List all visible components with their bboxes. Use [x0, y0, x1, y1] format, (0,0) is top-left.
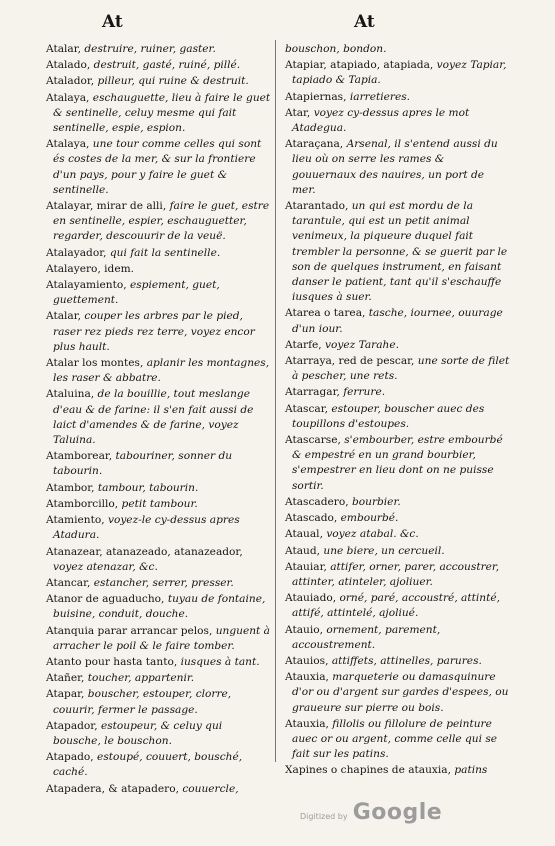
- dictionary-entry: [285, 58, 510, 88]
- entry-definition: fillolis ou fillolure de peinture auec or ou argent, comme celle qui se fait sur les patins.: [292, 717, 498, 761]
- dictionary-entry: [46, 356, 272, 386]
- entry-headword: Atancar,: [46, 576, 91, 589]
- dictionary-entry: [285, 90, 510, 105]
- entry-headword: Atauiar,: [285, 560, 327, 573]
- entry-headword: Atanazear, atanazeado, atanazeador,: [46, 545, 243, 558]
- entry-headword: Atapiar, atapiado, atapiada,: [285, 59, 434, 72]
- entry-headword: Atarraya, red de pescar,: [285, 355, 415, 368]
- dictionary-entry: [285, 106, 510, 136]
- dictionary-entry: [46, 497, 272, 512]
- entry-definition: tabouriner, sonner du tabourin.: [53, 450, 233, 478]
- entry-definition: voyez Tarahe.: [325, 338, 400, 351]
- dictionary-entry: [285, 511, 510, 526]
- entry-headword: Atanquia parar arrancar pelos,: [46, 624, 213, 637]
- dictionary-entry: [285, 527, 510, 542]
- google-watermark: [300, 800, 442, 825]
- entry-definition: estouper, bouscher auec des toupillons d'estoupes.: [292, 402, 485, 430]
- entry-headword: Atalador,: [46, 75, 95, 88]
- entry-headword: Atalayar, mirar de alli,: [46, 200, 167, 213]
- entry-headword: Atascado,: [285, 512, 338, 525]
- running-header-left: At: [102, 12, 123, 32]
- entry-definition: voyez-le cy-dessus apres Atadura.: [53, 514, 240, 542]
- entry-definition: espiement, guet, guettement.: [53, 279, 220, 307]
- entry-headword: Atascadero,: [285, 495, 349, 508]
- dictionary-entry: [46, 91, 272, 137]
- entry-headword: Atalar los montes,: [46, 357, 144, 370]
- entry-definition: une tour comme celles qui sont és costes de la mer, & sur la frontiere d'un pays, pour y faire le guet & sentinelle.: [53, 138, 262, 196]
- dictionary-entry: [46, 309, 272, 355]
- entry-definition: estancher, serrer, presser.: [93, 576, 234, 589]
- left-column: [46, 42, 272, 795]
- dictionary-entry: [46, 137, 272, 198]
- entry-definition: attifer, orner, parer, accoustrer, attinter, atinteler, ajoliuer.: [292, 560, 500, 588]
- dictionary-entry: [46, 58, 272, 73]
- entry-headword: Atalar,: [46, 43, 82, 55]
- entry-headword: Atalayador,: [46, 246, 107, 259]
- entry-headword: Ataraçana,: [285, 138, 344, 151]
- dictionary-entry: [285, 560, 510, 590]
- entry-definition: tasche, iournee, ouurage d'un iour.: [292, 307, 503, 335]
- entry-definition: estoupé, couuert, bousché, caché.: [53, 751, 243, 779]
- right-column: [285, 42, 510, 777]
- entry-definition: voyez atabal. &c.: [326, 528, 419, 541]
- entry-headword: Atarragar,: [285, 386, 340, 399]
- running-header-right: At: [354, 12, 375, 32]
- dictionary-entry: [46, 513, 272, 543]
- entry-headword: Atapado,: [46, 751, 94, 764]
- dictionary-entry: [46, 74, 272, 89]
- dictionary-entry: [285, 763, 510, 778]
- dictionary-entry: [285, 199, 510, 305]
- entry-definition: iarretieres.: [349, 90, 411, 103]
- entry-definition: aplanir les montagnes, les raser & abbatre.: [53, 357, 270, 385]
- entry-headword: Atauio,: [285, 623, 323, 636]
- dictionary-entry: [46, 199, 272, 245]
- dictionary-entry: [285, 137, 510, 198]
- dictionary-entry: [46, 750, 272, 780]
- entry-headword: Atambor,: [46, 481, 95, 494]
- entry-headword: Ataud,: [285, 544, 321, 557]
- entry-definition: pilleur, qui ruine & destruit.: [97, 75, 249, 88]
- entry-headword: Atanto pour hasta tanto,: [46, 655, 178, 668]
- column-divider: [275, 40, 276, 762]
- entry-headword: Atalayamiento,: [46, 279, 127, 292]
- dictionary-entry: [46, 246, 272, 261]
- entry-definition: embourbé.: [340, 512, 399, 525]
- entry-definition: marqueterie ou damasquinure d'or ou d'argent sur gardes d'espees, ou graueure sur pierre ou bois.: [292, 671, 509, 714]
- entry-headword: Atascarse,: [285, 434, 341, 447]
- entry-definition: orné, paré, accoustré, attinté, attifé, attintelé, ajoliué.: [292, 592, 500, 620]
- entry-definition: bourbier.: [351, 495, 401, 508]
- digitized-by-label: Digitized by: [300, 812, 348, 821]
- google-logo-text: Google: [352, 800, 443, 825]
- dictionary-entry: [285, 591, 510, 621]
- entry-headword: Atalayero, idem.: [46, 262, 135, 275]
- entry-headword: Xapines o chapines de atauxia,: [285, 764, 451, 777]
- entry-definition: qui fait la sentinelle.: [109, 246, 221, 259]
- entry-definition: eschauguette, lieu à faire le guet & sentinelle, celuy mesme qui fait sentinelle, espie, espion.: [53, 91, 271, 135]
- entry-headword: Ataual,: [285, 528, 323, 541]
- entry-headword: Atarea o tarea,: [285, 307, 366, 320]
- entry-definition: une biere, un cercueil.: [323, 544, 445, 557]
- entry-headword: Atalaya,: [46, 138, 90, 151]
- dictionary-entry: [46, 278, 272, 308]
- dictionary-entry: [285, 402, 510, 432]
- entry-definition: tambour, tabourin.: [97, 481, 199, 494]
- dictionary-entry: [46, 687, 272, 717]
- entry-headword: Atalar,: [46, 310, 82, 323]
- entry-definition: bouschon, bondon.: [285, 43, 387, 55]
- dictionary-entry: [285, 338, 510, 353]
- entry-headword: Atamiento,: [46, 514, 105, 527]
- entry-definition: de la bouillie, tout meslange d'eau & de farine: il s'en fait aussi de laict d'amendes & de farine, voyez Taluina.: [53, 388, 254, 447]
- entry-definition: un qui est mordu de la tarantule, qui est un petit animal venimeux, la piqueure duquel fait trembler la personne, & se guerit par le son de quelques instrument, en faisant danser le patient, tant qu'il s'eschauffe iusques à suer.: [292, 200, 508, 304]
- dictionary-entry: [46, 481, 272, 496]
- dictionary-entry: [285, 433, 510, 494]
- entry-headword: Atamborcillo,: [46, 497, 119, 510]
- entry-headword: Atar,: [285, 106, 311, 119]
- entry-headword: Atalaya,: [46, 91, 90, 104]
- entry-definition: bouscher, estouper, clorre, couurir, fermer le passage.: [53, 688, 232, 716]
- entry-definition: toucher, appartenir.: [87, 672, 195, 685]
- entry-headword: Atañer,: [46, 672, 85, 685]
- dictionary-entry: [46, 782, 272, 797]
- entry-definition: Arsenal, il s'entend aussi du lieu où on serre les rames & gouuernaux des nauires, un port de mer.: [292, 138, 498, 196]
- dictionary-entry: [285, 670, 510, 716]
- entry-headword: Atauios,: [285, 654, 329, 667]
- entry-headword: Atanor de aguaducho,: [46, 593, 165, 606]
- entry-definition: petit tambour.: [121, 497, 198, 510]
- dictionary-entry: [46, 671, 272, 686]
- entry-definition: voyez atenazar, &c.: [53, 560, 158, 573]
- entry-definition: ferrure.: [343, 386, 386, 399]
- entry-definition: faire le guet, estre en sentinelle, espier, eschauguetter, regarder, descouurir de la veuë.: [53, 200, 270, 243]
- entry-definition: voyez cy-dessus apres le mot Atadegua.: [292, 106, 470, 135]
- entry-definition: estoupeur, & celuy qui bousche, le bouschon.: [53, 719, 223, 747]
- dictionary-entry: [46, 387, 272, 448]
- dictionary-entry: [46, 719, 272, 749]
- entry-definition: couper les arbres par le pied, raser rez pieds rez terre, voyez encor plus hault.: [53, 310, 255, 353]
- entry-definition: tuyau de fontaine, buisine, conduit, douche.: [53, 593, 266, 621]
- dictionary-entry: [285, 354, 510, 384]
- entry-definition: patins: [454, 764, 488, 777]
- dictionary-entry: [285, 544, 510, 559]
- dictionary-entry: [285, 42, 510, 57]
- entry-headword: Atamborear,: [46, 450, 113, 463]
- dictionary-entry: [285, 495, 510, 510]
- entry-headword: Atascar,: [285, 402, 328, 415]
- entry-headword: Atalado,: [46, 59, 91, 72]
- entry-headword: Atapadera, & atapadero,: [46, 782, 179, 795]
- dictionary-entry: [46, 545, 272, 575]
- entry-headword: Atarfe,: [285, 338, 322, 351]
- dictionary-entry: [285, 306, 510, 336]
- dictionary-entry: [46, 262, 272, 277]
- entry-definition: unguent à arracher le poil & le faire tomber.: [53, 624, 271, 652]
- entry-definition: s'embourber, estre embourbé & empestré en un grand bourbier, s'empestrer en lieu dont on ne puisse sortir.: [292, 434, 503, 492]
- entry-headword: Atauiado,: [285, 592, 337, 605]
- entry-definition: attiffets, attinelles, parures.: [331, 654, 482, 667]
- entry-definition: voyez Tapiar, tapiado & Tapia.: [292, 59, 507, 87]
- dictionary-entry: [46, 576, 272, 591]
- dictionary-entry: [46, 655, 272, 670]
- entry-definition: une sorte de filet à pescher, une rets.: [292, 355, 510, 383]
- dictionary-entry: [46, 42, 272, 57]
- entry-definition: couuercle,: [182, 782, 239, 795]
- entry-headword: Atapador,: [46, 719, 98, 732]
- entry-headword: Atauxia,: [285, 671, 329, 684]
- entry-definition: iusques à tant.: [180, 655, 260, 668]
- dictionary-entry: [46, 624, 272, 654]
- entry-headword: Atapar,: [46, 688, 85, 701]
- dictionary-entry: [285, 717, 510, 763]
- entry-definition: ornement, parement, accoustrement.: [292, 623, 441, 651]
- dictionary-entry: [285, 654, 510, 669]
- dictionary-entry: [285, 623, 510, 653]
- entry-definition: destruire, ruiner, gaster.: [84, 43, 216, 55]
- entry-headword: Ataluina,: [46, 388, 95, 401]
- dictionary-entry: [46, 449, 272, 479]
- dictionary-entry: [46, 592, 272, 622]
- dictionary-entry: [285, 385, 510, 400]
- entry-headword: Atapiernas,: [285, 90, 347, 103]
- entry-definition: destruit, gasté, ruiné, pillé.: [93, 59, 241, 72]
- entry-headword: Atarantado,: [285, 200, 349, 213]
- entry-headword: Atauxia,: [285, 717, 329, 730]
